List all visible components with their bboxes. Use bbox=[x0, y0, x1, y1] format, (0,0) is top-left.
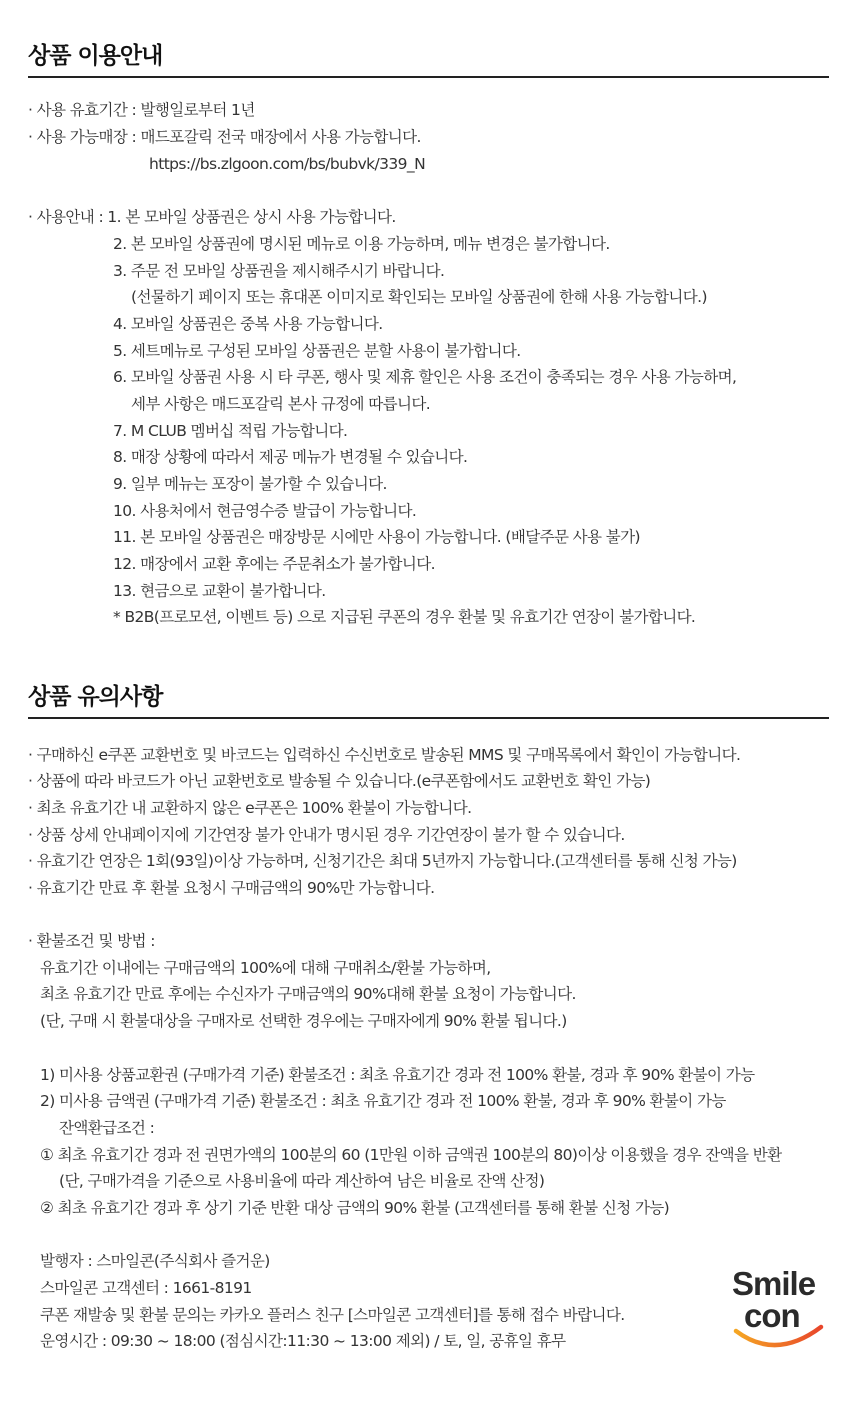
refund-text: (단, 구매 시 환불대상을 구매자로 선택한 경우에는 구매자에게 90% 환불 됩니다.) bbox=[40, 1012, 567, 1030]
usage-note-9: 9. 일부 메뉴는 포장이 불가할 수 있습니다. bbox=[113, 475, 387, 493]
caution-section bbox=[28, 677, 829, 719]
validity-line: · 사용 유효기간 : 발행일로부터 1년 bbox=[28, 101, 255, 119]
logo-word-smile: Smile bbox=[732, 1265, 816, 1302]
smilecon-logo bbox=[726, 1265, 830, 1355]
refund-condition-1: 1) 미사용 상품교환권 (구매가격 기준) 환불조건 : 최초 유효기간 경과 전 100% 환불, 경과 후 90% 환불이 가능 bbox=[40, 1066, 755, 1084]
section-divider bbox=[28, 76, 829, 78]
caution-item: · 상품에 따라 바코드가 아닌 교환번호로 발송될 수 있습니다.(e쿠폰함에서도 교환번호 확인 가능) bbox=[28, 772, 651, 790]
section-title-caution: 상품 유의사항 bbox=[28, 684, 163, 710]
resend-inquiry-info: 쿠폰 재발송 및 환불 문의는 카카오 플러스 친구 [스마일콘 고객센터]를 통해 접수 바랍니다. bbox=[40, 1306, 625, 1324]
section-divider bbox=[28, 717, 829, 719]
usage-note-11: 11. 본 모바일 상품권은 매장방문 시에만 사용이 가능합니다. (배달주문 사용 불가) bbox=[113, 528, 640, 546]
caution-item: · 유효기간 연장은 1회(93일)이상 가능하며, 신청기간은 최대 5년까지 가능합니다.(고객센터를 통해 신청 가능) bbox=[28, 852, 737, 870]
usage-note-12: 12. 매장에서 교환 후에는 주문취소가 불가합니다. bbox=[113, 555, 435, 573]
refund-text: 유효기간 이내에는 구매금액의 100%에 대해 구매취소/환불 가능하며, bbox=[40, 959, 491, 977]
usage-note-3-detail: (선물하기 페이지 또는 휴대폰 이미지로 확인되는 모바일 상품권에 한해 사용 가능합니다.) bbox=[131, 288, 707, 306]
operating-hours-info: 운영시간 : 09:30 ~ 18:00 (점심시간:11:30 ~ 13:00 제외) / 토, 일, 공휴일 휴무 bbox=[40, 1332, 566, 1350]
refund-text: 최초 유효기간 만료 후에는 수신자가 구매금액의 90%대해 환불 요청이 가능합니다. bbox=[40, 985, 576, 1003]
usage-note-3: 3. 주문 전 모바일 상품권을 제시해주시기 바랍니다. bbox=[113, 262, 445, 280]
usage-note-4: 4. 모바일 상품권은 중복 사용 가능합니다. bbox=[113, 315, 383, 333]
balance-refund-heading: 잔액환급조건 : bbox=[59, 1119, 155, 1137]
caution-item: · 유효기간 만료 후 환불 요청시 구매금액의 90%만 가능합니다. bbox=[28, 879, 435, 897]
refund-condition-2: 2) 미사용 금액권 (구매가격 기준) 환불조건 : 최초 유효기간 경과 전 100% 환불, 경과 후 90% 환불이 가능 bbox=[40, 1092, 726, 1110]
caution-item: · 상품 상세 안내페이지에 기간연장 불가 안내가 명시된 경우 기간연장이 불가 할 수 있습니다. bbox=[28, 826, 625, 844]
balance-refund-item-1-detail: (단, 구매가격을 기준으로 사용비율에 따라 계산하여 남은 비율로 잔액 산정) bbox=[59, 1172, 545, 1190]
refund-heading: · 환불조건 및 방법 : bbox=[28, 932, 155, 950]
issuer-info: 발행자 : 스마일콘(주식회사 즐거운) bbox=[40, 1252, 270, 1270]
usage-note-10: 10. 사용처에서 현금영수증 발급이 가능합니다. bbox=[113, 502, 417, 520]
usage-guide-section bbox=[28, 36, 829, 78]
stores-line: · 사용 가능매장 : 매드포갈릭 전국 매장에서 사용 가능합니다. bbox=[28, 128, 421, 146]
section-title-usage-guide: 상품 이용안내 bbox=[28, 43, 163, 69]
usage-note-13: 13. 현금으로 교환이 불가합니다. bbox=[113, 582, 326, 600]
balance-refund-item-2: ② 최초 유효기간 경과 후 상기 기준 반환 대상 금액의 90% 환불 (고객센터를 통해 환불 신청 가능) bbox=[40, 1199, 670, 1217]
caution-item: · 최초 유효기간 내 교환하지 않은 e쿠폰은 100% 환불이 가능합니다. bbox=[28, 799, 472, 817]
usage-note-6-detail: 세부 사항은 매드포갈릭 본사 규정에 따릅니다. bbox=[131, 395, 431, 413]
caution-item: · 구매하신 e쿠폰 교환번호 및 바코드는 입력하신 수신번호로 발송된 MMS 및 구매목록에서 확인이 가능합니다. bbox=[28, 746, 741, 764]
customer-center-info: 스마일콘 고객센터 : 1661-8191 bbox=[40, 1279, 252, 1297]
usage-note-b2b: * B2B(프로모션, 이벤트 등) 으로 지급된 쿠폰의 경우 환불 및 유효기간 연장이 불가합니다. bbox=[113, 608, 696, 626]
usage-note-8: 8. 매장 상황에 따라서 제공 메뉴가 변경될 수 있습니다. bbox=[113, 448, 468, 466]
usage-note-2: 2. 본 모바일 상품권에 명시된 메뉴로 이용 가능하며, 메뉴 변경은 불가합니다. bbox=[113, 235, 610, 253]
usage-note-6: 6. 모바일 상품권 사용 시 타 쿠폰, 행사 및 제휴 할인은 사용 조건이 충족되는 경우 사용 가능하며, bbox=[113, 368, 737, 386]
logo-word-con: con bbox=[744, 1297, 800, 1334]
balance-refund-item-1: ① 최초 유효기간 경과 전 권면가액의 100분의 60 (1만원 이하 금액권 100분의 80)이상 이용했을 경우 잔액을 반환 bbox=[40, 1146, 782, 1164]
usage-note-5: 5. 세트메뉴로 구성된 모바일 상품권은 분할 사용이 불가합니다. bbox=[113, 342, 521, 360]
usage-note-1: · 사용안내 : 1. 본 모바일 상품권은 상시 사용 가능합니다. bbox=[28, 208, 396, 226]
store-url-link[interactable]: https://bs.zlgoon.com/bs/bubvk/339_N bbox=[149, 155, 426, 173]
smile-arc-icon bbox=[726, 1265, 830, 1355]
usage-note-7: 7. M CLUB 멤버십 적립 가능합니다. bbox=[113, 422, 348, 440]
